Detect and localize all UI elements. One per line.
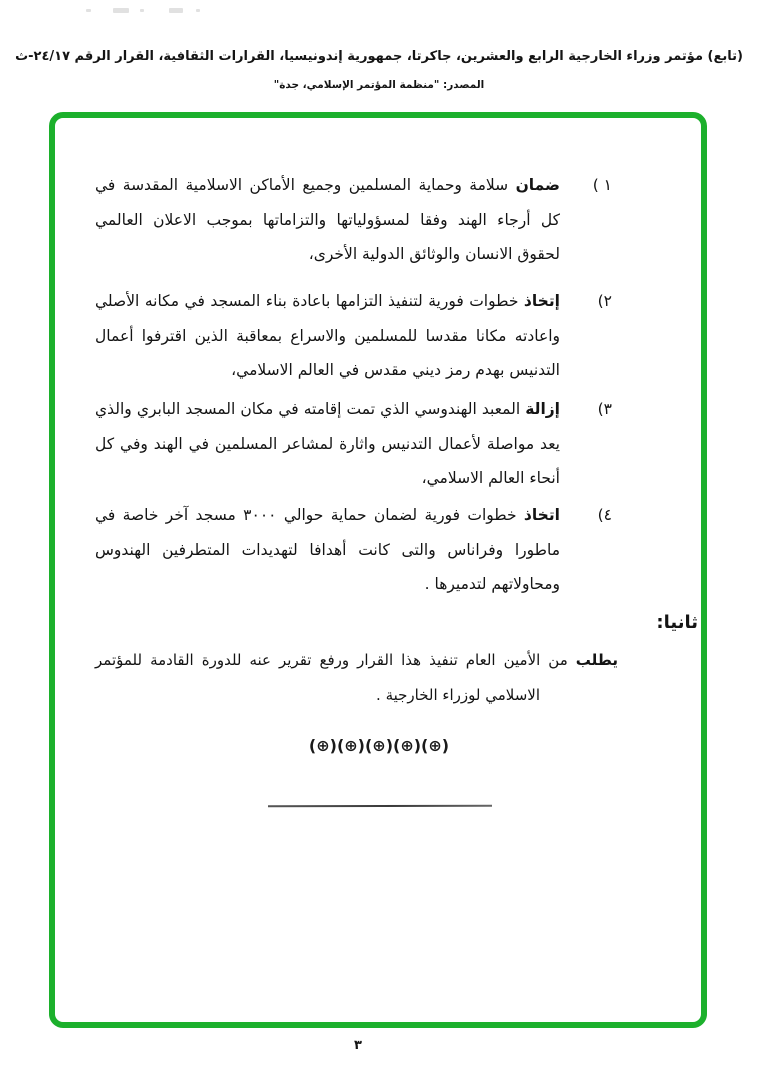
scan-smudge	[169, 8, 183, 13]
list-item-4-body: خطوات فورية لضمان حماية حوالي ٣٠٠٠ مسجد آخر خاصة في ماطورا وفراناس والتى كانت أهدافا لتهديدات المتطرفين الهندوس ومحاولاتهم لتدميرها .	[95, 506, 560, 593]
list-item-4-lead: اتخاذ	[523, 506, 560, 524]
list-item-3-body: المعبد الهندوسي الذي تمت إقامته في مكان المسجد البابري والذي يعد مواصلة لأعمال التدنيس واثارة لمشاعر المسلمين في الهند وفي كل أنحاء العالم الاسلامي،	[95, 400, 560, 487]
section-divider-ornament: (⊕)(⊕)(⊕)(⊕)(⊕)	[308, 736, 450, 755]
list-item-3	[95, 392, 612, 496]
list-item-3-text	[95, 392, 560, 496]
list-item-2-text	[95, 284, 560, 388]
list-item-4-text	[95, 498, 560, 602]
list-item-3-lead: إزالة	[525, 400, 560, 418]
list-item-2-lead: إتخاذ	[523, 292, 560, 310]
section-secondly-paragraph	[95, 643, 618, 713]
list-item-1-body: سلامة وحماية المسلمين وجميع الأماكن الاسلامية المقدسة في كل أرجاء الهند وفقا لمسؤولياتها والتزاماتها بموجب الاعلان العالمي لحقوق الانسان والوثائق الدولية الأخرى،	[95, 176, 560, 263]
list-item-4	[95, 498, 612, 602]
section-heading-secondly: ثانيا:	[656, 612, 698, 633]
list-item-2	[95, 284, 612, 388]
list-item-1	[95, 168, 612, 272]
list-item-3-number: ٣)	[597, 400, 612, 418]
document-source-line: المصدر: "منظمة المؤتمر الإسلامي، جدة"	[273, 79, 485, 91]
horizontal-rule	[268, 805, 492, 808]
list-item-1-lead: ضمان	[515, 176, 560, 194]
section-secondly-lead: يطلب	[575, 651, 618, 669]
scan-smudge	[113, 8, 129, 13]
page-number: ٣	[354, 1038, 362, 1053]
scan-smudge	[140, 9, 144, 12]
list-item-2-body: خطوات فورية لتنفيذ التزامها باعادة بناء المسجد في مكانه الأصلي واعادته مكانا مقدسا للمسلمين والاسراع بمعاقبة الذين اقترفوا أعمال التدنيس بهدم رمز ديني مقدس في العالم الاسلامي،	[95, 292, 560, 379]
list-item-4-number: ٤)	[597, 506, 612, 524]
scan-smudge	[196, 9, 200, 12]
list-item-1-text	[95, 168, 560, 272]
scan-smudge	[86, 9, 91, 12]
section-secondly-body: من الأمين العام تنفيذ هذا القرار ورفع تقرير عنه للدورة القادمة للمؤتمر الاسلامي لوزراء الخارجية .	[95, 651, 576, 704]
document-header-line: (تابع) مؤتمر وزراء الخارجية الرابع والعشرين، جاكرتا، جمهورية إندونيسيا، القرارات الثقافية، القرار الرقم ٢٤/١٧-ث	[15, 49, 743, 64]
list-item-2-number: ٢)	[597, 292, 612, 310]
list-item-1-number: ١ )	[592, 176, 612, 194]
